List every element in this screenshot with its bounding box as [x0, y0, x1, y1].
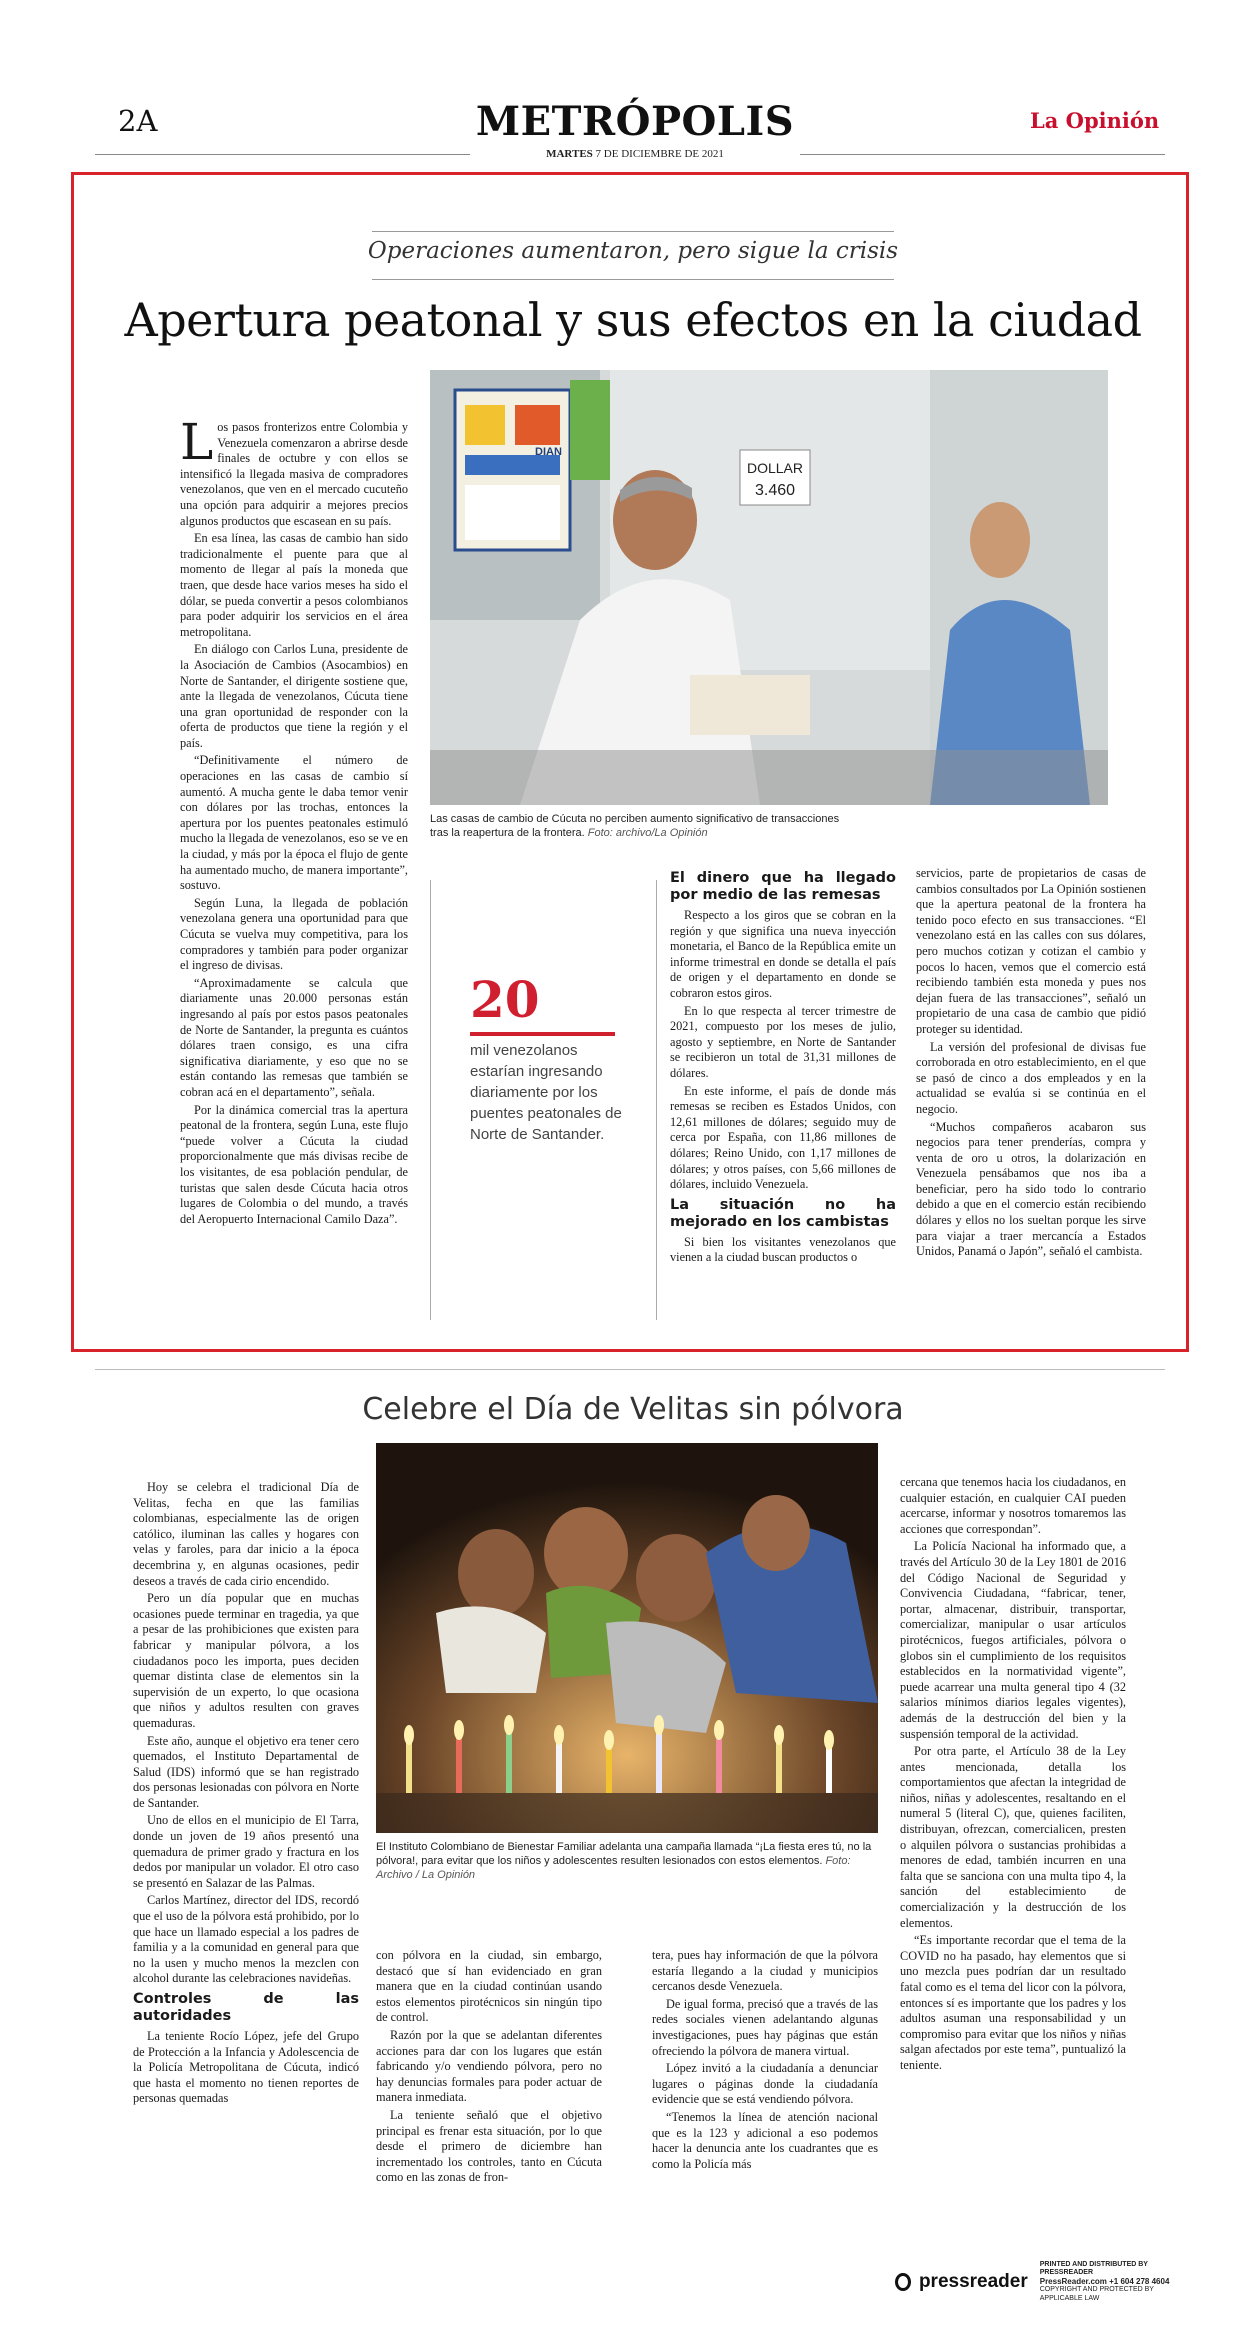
article2-caption-credit: Foto: Archivo / La Opinión: [376, 1855, 851, 1881]
pressreader-logo-icon: [895, 2273, 911, 2291]
pressreader-footer[interactable]: [895, 2260, 1185, 2302]
article1-col4-p0: servicios, parte de propietarios de casas de cambios consultados por La Opinión sostienen que la apertura peatonal de la frontera ha tenido poco efecto en sus transacciones. “El venezolano está en las calles con sus dólares, pero muchos cotizan y cotizan el cambio y pocos lo hacen, vemos que el comercio está recibiendo también esta moneda y pues nos dejan fuera de las transacciones”, señaló un propietario de una casa de cambio que pidió proteger su identidad.: [916, 866, 1146, 1036]
article2-column-3: [652, 1948, 878, 2174]
article1-headline: Apertura peatonal y sus efectos en la ciudad: [124, 293, 1142, 347]
stat-divider-right: [656, 880, 657, 1320]
article1-col1-p2: En diálogo con Carlos Luna, presidente de la Asociación de Cambios (Asocambios) en Norte de Santander, el dirigente sostiene que, ante la llegada de venezolanos, Cúcuta tiene una gran oportunidad de responder con la oferta de productos que tiene la región y el país.: [180, 642, 408, 750]
article2-col1-p2: Este año, aunque el objetivo era tener cero quemados, el Instituto Departamental de Salud (IDS) informó que se han registrado dos personas lesionadas con pólvora en Norte de Santander.: [133, 1733, 359, 1810]
article2-photo-caption: [376, 1840, 876, 1882]
stat-number: 20: [470, 970, 540, 1029]
kicker-rule-bottom: [372, 279, 894, 280]
article2-col2-p0: con pólvora en la ciudad, sin embargo, destacó que sí han evidenciado en gran manera que en la ciudad continúan usando estos elementos pirotécnicos sin ningún tipo de control.: [376, 1948, 602, 2025]
stat-underline: [470, 1032, 615, 1036]
article1-col3-p0: Respecto a los giros que se cobran en la región y que significa una nueva inyección monetaria, el Banco de la República emite un informe trimestral en donde se detalla el país de origen y el departamento en donde se cobraron estos giros.: [670, 908, 896, 1000]
issue-date: [470, 148, 800, 160]
article1-col1-p5: “Aproximadamente se calcula que diariamente unas 20.000 personas están ingresando al país por estos pasos peatonales de Norte de Santander, la pregunta es cuántos dólares traen consigo, es una cifra significativa diariamente, y eso que no se están contando las remesas que también se cobran acá en el departamento”, señala.: [180, 975, 408, 1099]
date-rest: 7 DE DICIEMBRE DE 2021: [595, 148, 724, 160]
article2-subhead-controles: Controles de las autoridades: [133, 1991, 359, 2024]
article2-col2-p2: La teniente señaló que el objetivo principal es frenar esta situación, por lo que desde el primero de diciembre han incrementado los controles, tanto en Cúcuta como en las zonas de fron-: [376, 2107, 602, 2185]
article1-caption-text: Las casas de cambio de Cúcuta no perciben aumento significativo de transacciones tras la reapertura de la frontera.: [430, 813, 840, 839]
article2-column-2: [376, 1948, 602, 2188]
article1-col3-end: Si bien los visitantes venezolanos que vienen a la ciudad buscan productos o: [670, 1234, 896, 1265]
article2-col2-p1: Razón por la que se adelantan diferentes acciones para dar con los lugares que están fabricando y/o vendiendo pólvora, pero no hay denuncias formales para poder actuar de manera inmediata.: [376, 2027, 602, 2105]
article1-caption-credit: Foto: archivo/La Opinión: [587, 827, 708, 839]
article1-column-4: [916, 866, 1146, 1262]
article2-col1-p3: Uno de ellos en el municipio de El Tarra, donde un joven de 19 años presentó una quemadura de primer grado y fractura en los dedos por manipular un volador. El otro caso se presentó en Salazar de las Palmas.: [133, 1813, 359, 1890]
page-number: 2A: [118, 104, 158, 138]
article1-col3-p1: En lo que respecta al tercer trimestre de 2021, compuesto por los meses de julio, agosto y septiembre, en Norte de Santander se recibieron un total de 31,31 millones de dólares.: [670, 1003, 896, 1080]
exchange-scene-illustration: [430, 370, 1108, 805]
article1-col1-p1: En esa línea, las casas de cambio han sido tradicionalmente el puente para que al momento de llegar al país la moneda que traen, que desde hace varios meses ha sido el dólar, se pueda convertir a pesos colombianos para poder adquirir los servicios en el área metropolitana.: [180, 531, 408, 639]
article1-col1-p4: Según Luna, la llegada de población venezolana genera una oportunidad para que Cúcuta se vuelva muy competitiva, para los compradores y también para poder organizar el ingreso de divisas.: [180, 895, 408, 973]
article1-photo-caption: [430, 812, 860, 840]
article2-caption-text: El Instituto Colombiano de Bienestar Familiar adelanta una campaña llamada “¡La fiesta eres tú, no la pólvora!, para evitar que los niños y adolescentes resulten lesionados con estos elementos.: [376, 1841, 872, 1867]
article1-col1-p0: os pasos fronterizos entre Colombia y Venezuela comenzaron a abrirse desde finales de octubre y con ellos se intensificó la llegada masiva de compradores venezolanos, que ven en el mercado cucuteño una opción para adquirir a mejores precios algunos productos que escasean en su país.: [180, 420, 408, 528]
article1-column-3: [670, 866, 896, 1268]
article2-column-1: [133, 1480, 359, 2109]
article2-col1-end: La teniente Rocío López, jefe del Grupo de Protección a la Infancia y Adolescencia de la Policía Metropolitana de Cúcuta, indicó que hasta el momento no tienen reportes de personas quemadas: [133, 2029, 359, 2106]
stat-divider-left: [430, 880, 431, 1320]
date-day: MARTES: [546, 148, 593, 160]
article1-subhead-cambistas: La situación no ha mejorado en los cambistas: [670, 1196, 896, 1230]
pressreader-brand: pressreader: [918, 2271, 1028, 2292]
kicker-rule-top: [372, 231, 894, 232]
article1-kicker: Operaciones aumentaron, pero sigue la crisis: [367, 238, 899, 264]
article1-col3-p2: En este informe, el país de donde más remesas se reciben es Estados Unidos, con 12,61 millones de dólares; seguido muy de cerca por España, con 11,86 millones de dólares; Reino Unido, con 1,17 millones de dólares; y otros países, con 5,66 millones de dólares, incluido Venezuela.: [670, 1083, 896, 1192]
article2-col1-p4: Carlos Martínez, director del IDS, recordó que el uso de la pólvora está prohibido, por lo que hace un llamado especial a los padres de familia y a la comunidad en general para que no la usen y mucho menos la mezclen con alcohol durante las celebraciones navideñas.: [133, 1893, 359, 1986]
article2-headline: Celebre el Día de Velitas sin pólvora: [362, 1392, 904, 1427]
article1-subhead-remesas: El dinero que ha llegado por medio de las remesas: [670, 870, 896, 903]
article1-col1-p3: “Definitivamente el número de operaciones en las casas de cambio sí aumentó. A mucha gente le daba temor venir con dólares por las trochas, entonces la apertura por los puentes peatonales estimuló mucho la llegada de venezolanos, eso se ve en la ciudad, y más por la época el flujo de gente ha aumentado mucho, de manera importante”, sostuvo.: [180, 753, 408, 893]
article2-col3-p0: tera, pues hay información de que la pólvora estaría llegando a la ciudad y municipios cercanos desde Venezuela.: [652, 1948, 878, 1994]
article2-col1-p1: Pero un día popular que en muchas ocasiones puede terminar en tragedia, ya que a pesar de las prohibiciones que existen para fabricar y manipular pólvora, a los ciudadanos poco les importa, pues deciden quemar distinta clase de elementos sin la supervisión de un experto, lo que ocasiona que niños y adultos resulten con graves quemaduras.: [133, 1591, 359, 1730]
pressreader-line-2: PressReader.com +1 604 278 4604: [1039, 2276, 1170, 2286]
pressreader-line-1: PRINTED AND DISTRIBUTED BY PRESSREADER: [1039, 2260, 1148, 2277]
dollar-sign-label: DOLLAR: [746, 460, 804, 476]
article1-col4-p1: La versión del profesional de divisas fue corroborada en otro establecimiento, en el que se pasó de cinco a dos empleados y en la actualidad se evalúa si se continúa en el negocio.: [916, 1039, 1146, 1116]
article2-col3-p3: “Tenemos la línea de atención nacional que es la 123 y adicional a eso podemos hacer la denuncia ante los cuadrantes que es como la Policía más: [652, 2109, 878, 2171]
article2-col3-p1: De igual forma, precisó que a través de las redes sociales vienen adelantando algunas investigaciones, pues hay páginas que están ofreciendo la pólvora de manera virtual.: [652, 1996, 878, 2058]
article2-col4-p0: cercana que tenemos hacia los ciudadanos, en cualquier estación, en cualquier CAI pueden acercarse, informar y nosotros tomaremos las acciones que correspondan”.: [900, 1475, 1126, 1536]
dollar-rate-label: 3.460: [754, 482, 796, 499]
article1-column-1: [180, 413, 408, 1229]
dropcap: L: [180, 413, 214, 471]
candles-scene-illustration: [376, 1443, 878, 1833]
article1-photo: [430, 370, 1108, 805]
stat-text: mil venezolanos estarían ingresando diariamente por los puentes peatonales de Norte de Santander.: [470, 1042, 622, 1143]
article2-col1-p0: Hoy se celebra el tradicional Día de Velitas, fecha en que las familias colombianas, especialmente las de origen católico, iluminan las calles y hogares con velas y faroles, para dar inicio a la época decembrina y, en algunas ocasiones, pedir deseos a través de cada cirio encendido.: [133, 1480, 359, 1588]
pressreader-line-3: COPYRIGHT AND PROTECTED BY APPLICABLE LAW: [1039, 2286, 1154, 2302]
article2-col4-p3: “Es importante recordar que el tema de la COVID no ha pasado, hay elementos que si uno mezcla pues podrían dar un resultado fatal como es el tema del licor con la pólvora, entonces sí es importante que los padres y los adultos asuman una responsabilidad y un compromiso para evitar que los niños y niñas salgan afectados por este tema”, puntualizó la teniente.: [900, 1933, 1126, 2072]
article1-col4-p2: “Muchos compañeros acabaron sus negocios para tener prenderías, compra y venta de oro u otros, la dolarización en Venezuela pensábamos que nos iba a beneficiar, pero ha sido todo lo contrario debido a que en el comercio están recibiendo dólares y ellos no los sueltan porque les sirve para viajar a traer mercancía a Estados Unidos, Panamá o Japón”, señaló el cambista.: [916, 1119, 1146, 1259]
article2-col4-p2: Por otra parte, el Artículo 38 de la Ley antes mencionada, detalla los comportamientos que afectan la integridad de niños, niñas y adolescentes, resaltando en el numeral 5 (literal C), que, quienes faciliten, distribuyan, ofrezcan, comercialicen, presten o alquilen pólvora o sustancias prohibidas a menores de edad, también incurren en una falta que se sanciona con una multa tipo 4, la sanción del establecimiento de comercialización y la destrucción de los elementos.: [900, 1744, 1126, 1930]
article2-column-4: [900, 1475, 1126, 2076]
article2-col3-p2: López invitó a la ciudadanía a denunciar lugares o páginas donde la ciudadanía evidencie que se está vendiendo pólvora.: [652, 2061, 878, 2107]
article1-col1-p6: Por la dinámica comercial tras la apertura peatonal de la frontera, según Luna, este flujo “puede volver a Cúcuta la ciudad proporcionalmente que más divisas recibe de los visitantes, de esa población pendular, de turistas que salen desde Cúcuta hacia otros lugares de Colombia o del mundo, a través del Aeropuerto Internacional Camilo Daza”.: [180, 1102, 408, 1226]
dian-label: DIAN: [535, 446, 562, 458]
brand-logo: La Opinión: [1030, 108, 1160, 133]
section-title: METRÓPOLIS: [475, 98, 795, 145]
article-separator: [95, 1369, 1165, 1370]
pressreader-info: [1040, 2261, 1185, 2304]
article2-col4-p1: La Policía Nacional ha informado que, a través del Artículo 30 de la Ley 1801 de 2016 del Código Nacional de Seguridad y Convivencia Ciudadana, “fabricar, tener, portar, almacenar, distribuir, transportar, comercializar, manipular o usar artículos pirotécnicos, fuegos artificiales, pólvora o globos sin el cumplimiento de los requisitos establecidos en la normatividad vigente”, puede acarrear una multa general tipo 4 (32 salarios mínimos diarios legales vigentes), además de la destrucción del bien y la suspensión temporal de la actividad.: [900, 1539, 1126, 1741]
article2-photo: [376, 1443, 878, 1833]
